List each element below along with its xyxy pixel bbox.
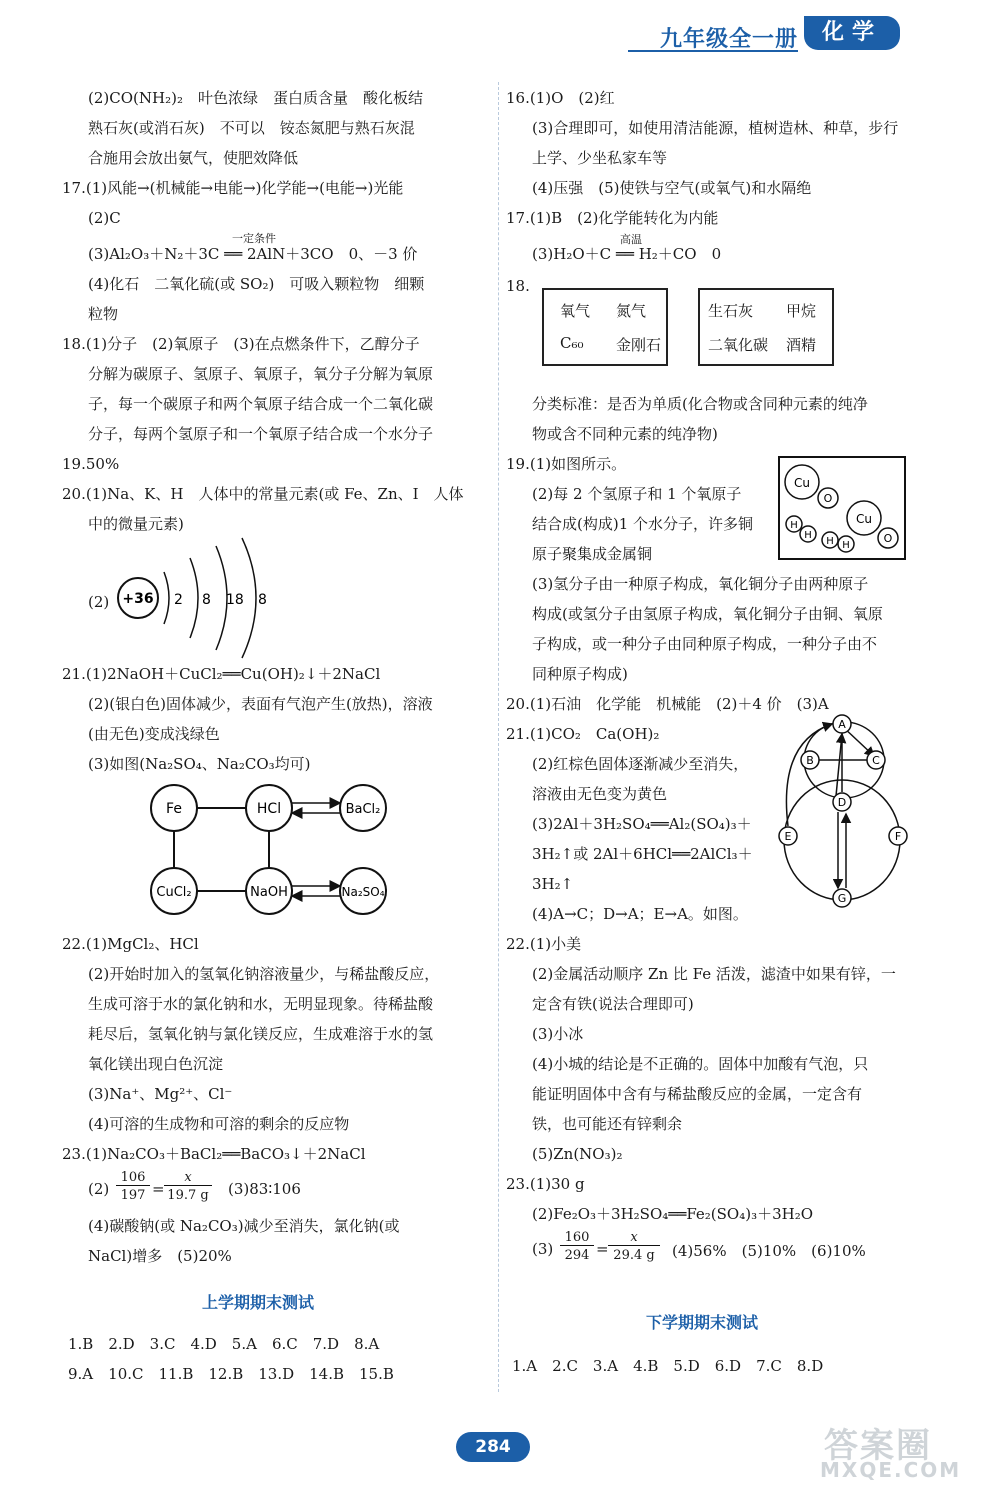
text-line: 22.(1)小美 (506, 935, 582, 953)
text-line: 19.50% (62, 455, 120, 473)
text-line: (4)化石 二氧化硫(或 SO₂) 可吸入颗粒物 细颗 (88, 275, 425, 293)
text-line: 19.(1)如图所示。 (506, 455, 627, 473)
atom-label: H (842, 540, 850, 551)
reaction-condition: 一定条件 (232, 232, 276, 245)
classification-box-elements (542, 288, 668, 366)
text-line: (2)开始时加入的氢氧化钠溶液量少，与稀盐酸反应， (88, 965, 440, 983)
box-item: 甲烷 (786, 302, 817, 320)
text-line: 构成(或氢分子由氢原子构成，氧化铜分子由铜、氧原 (532, 605, 883, 623)
node-fe (151, 785, 197, 831)
text-line: (4)碳酸钠(或 Na₂CO₃)减少至消失，氯化钠(或 (88, 1217, 400, 1235)
fraction-denominator: 197 (120, 1188, 146, 1203)
atom-label: H (804, 530, 812, 541)
graph-node-label: F (894, 830, 902, 843)
atom-label: H (826, 536, 834, 547)
text-line: 21.(1)CO₂ Ca(OH)₂ (506, 725, 660, 743)
text-line: (2)金属活动顺序 Zn 比 Fe 活泼，滤渣中如果有锌，一 (532, 965, 896, 983)
box-item: 生石灰 (708, 302, 754, 320)
text-line: (2)Fe₂O₃＋3H₂SO₄══Fe₂(SO₄)₃＋3H₂O (532, 1205, 814, 1223)
text-line: 耗尽后，氢氧化钠与氯化镁反应，生成难溶于水的氢 (88, 1025, 434, 1043)
header-subject-badge: 化学 (804, 16, 900, 50)
text-line: 结合成(构成)1 个水分子，许多铜 (532, 515, 754, 533)
graph-node-d (833, 793, 851, 811)
text-line: 3H₂↑或 2Al＋6HCl══2AlCl₃＋ (532, 845, 753, 863)
text-line: (2)CO(NH₂)₂ 叶色浓绿 蛋白质含量 酸化板结 (88, 89, 423, 107)
reaction-condition: 高温 (620, 233, 642, 246)
text-line: (2)C (88, 209, 121, 227)
answer-row: 1.B 2.D 3.C 4.D 5.A 6.C 7.D 8.A (68, 1335, 380, 1353)
text-line: 分类标准：是否为单质(化合物或含同种元素的纯净 (532, 395, 868, 413)
atom-label: Cu (856, 512, 872, 526)
box-item: 氧气 (560, 302, 591, 320)
text-line: 23.(1)Na₂CO₃＋BaCl₂══BaCO₃↓＋2NaCl (62, 1145, 366, 1163)
text-line: (3)氢分子由一种原子构成，氧化铜分子由两种原子 (532, 575, 869, 593)
reaction-network-diagram (142, 776, 412, 924)
fraction-equation (532, 1230, 912, 1270)
shell-arc (164, 572, 169, 624)
text-line: 18.(1)分子 (2)氧原子 (3)在点燃条件下，乙醇分子 (62, 335, 420, 353)
box-item: 酒精 (786, 336, 817, 354)
graph-node-c (867, 751, 885, 769)
text-line: 20.(1)Na、K、H 人体中的常量元素(或 Fe、Zn、I 人体 (62, 485, 464, 503)
text-line: 氧化镁出现白色沉淀 (88, 1055, 224, 1073)
text-line: 原子聚集成金属铜 (532, 545, 653, 563)
text-line: 定含有铁(说法合理即可) (532, 995, 694, 1013)
equation-tail: (4)56% (5)10% (6)10% (672, 1242, 866, 1260)
node-label: Na₂SO₄ (341, 885, 385, 899)
text-line: 铁，也可能还有锌剩余 (532, 1115, 683, 1133)
classification-box-compounds (698, 288, 834, 366)
node-na2so4 (340, 868, 386, 914)
equals-sign: = (596, 1240, 609, 1258)
text-line: 分子，每两个氢原子和一个氧原子结合成一个水分子 (88, 425, 434, 443)
particle-model-diagram (778, 456, 906, 560)
node-cucl2 (151, 868, 197, 914)
shell-arc (242, 538, 256, 658)
fraction-denominator: 19.7 g (167, 1188, 209, 1203)
fraction-numerator: 106 (116, 1170, 150, 1186)
node-bacl2 (340, 785, 386, 831)
answer-row: 1.A 2.C 3.A 4.B 5.D 6.D 7.C 8.D (512, 1357, 824, 1375)
atom-label: Cu (794, 476, 810, 490)
graph-node-label: D (837, 796, 847, 809)
graph-node-label: A (838, 718, 846, 731)
text-line: 17.(1)B (2)化学能转化为内能 (506, 209, 719, 227)
text-line: 物或含不同种元素的纯净物) (532, 425, 718, 443)
node-label: CuCl₂ (156, 885, 192, 900)
text-line: 熟石灰(或消石灰) 不可以 铵态氮肥与熟石灰混 (88, 119, 415, 137)
box-item: 二氧化碳 (708, 336, 769, 354)
text-line: (4)A→C；D→A；E→A。如图。 (532, 905, 748, 923)
text-line: 18. (506, 277, 530, 295)
exam-title: 上学期期末测试 (202, 1293, 315, 1312)
text-line: (3)Al₂O₃＋N₂＋3C ══ 2AlN＋3CO 0、－3 价 (88, 245, 418, 263)
text-line: 粒物 (88, 305, 119, 323)
atom-diagram-label: (2) (88, 593, 110, 611)
text-line: 子构成，或一种分子由同种原子构成，一种分子由不 (532, 635, 878, 653)
node-label: NaOH (250, 885, 288, 900)
box-item: 氮气 (616, 302, 647, 320)
text-line: 上学、少坐私家车等 (532, 149, 668, 167)
text-line: 能证明固体中含有与稀盐酸反应的金属，一定含有 (532, 1085, 863, 1103)
watermark-logo: 答案圈 (824, 1426, 932, 1466)
text-line: (2)红棕色固体逐渐减少至消失， (532, 755, 749, 773)
fraction-numerator: x (164, 1170, 212, 1186)
text-line: 3H₂↑ (532, 875, 574, 893)
graph-node-label: C (872, 754, 880, 767)
graph-node-label: G (837, 892, 847, 905)
text-line: 溶液由无色变为黄色 (532, 785, 668, 803)
nucleus-charge: +36 (122, 591, 154, 607)
graph-node-b (801, 751, 819, 769)
watermark-url: MXQE.COM (820, 1458, 962, 1482)
graph-node-e (779, 827, 797, 845)
text-line: 21.(1)2NaOH＋CuCl₂══Cu(OH)₂↓＋2NaCl (62, 665, 381, 683)
text-line: 子，每一个碳原子和两个氧原子结合成一个二氧化碳 (88, 395, 434, 413)
exam-title: 下学期期末测试 (646, 1313, 759, 1332)
atom-label: H (790, 520, 798, 531)
text-line: 同种原子构成) (532, 665, 628, 683)
fraction-denominator: 294 (564, 1248, 590, 1263)
text-line: 分解为碳原子、氢原子、氧原子，氧分子分解为氧原 (88, 365, 434, 383)
text-line: (3)小冰 (532, 1025, 584, 1043)
relation-graph-diagram (776, 712, 916, 910)
node-naoh (246, 868, 292, 914)
text-line: (4)可溶的生成物和可溶的剩余的反应物 (88, 1115, 350, 1133)
text-line: 生成可溶于水的氯化钠和水，无明显现象。待稀盐酸 (88, 995, 434, 1013)
equals-sign: = (152, 1180, 165, 1198)
node-label: Fe (166, 801, 182, 817)
text-line: 17.(1)风能→(机械能→电能→)化学能→(电能→)光能 (62, 179, 404, 197)
text-line: (2)每 2 个氢原子和 1 个氧原子 (532, 485, 742, 503)
graph-node-a (833, 715, 851, 733)
text-line: 中的微量元素) (88, 515, 184, 533)
text-line: (4)压强 (5)使铁与空气(或氧气)和水隔绝 (532, 179, 812, 197)
atom-label: O (823, 492, 833, 505)
text-line: (5)Zn(NO₃)₂ (532, 1145, 623, 1163)
node-label: HCl (256, 801, 282, 817)
text-line: 23.(1)30 g (506, 1175, 585, 1193)
text-line: 合施用会放出氨气，使肥效降低 (88, 149, 299, 167)
text-line: 20.(1)石油 化学能 机械能 (2)＋4 价 (3)A (506, 695, 829, 713)
text-line: (3)Na⁺、Mg²⁺、Cl⁻ (88, 1085, 233, 1103)
box-item: 金刚石 (616, 336, 662, 354)
fraction-numerator: 160 (560, 1230, 594, 1246)
text-line: (由无色)变成浅绿色 (88, 725, 220, 743)
shell-count: 8 (202, 592, 211, 608)
shell-count: 2 (174, 592, 183, 608)
node-hcl (246, 785, 292, 831)
fraction-equation (88, 1170, 428, 1210)
shell-arc (190, 558, 198, 638)
header-underline (628, 50, 798, 52)
column-divider (498, 82, 499, 1392)
atom-structure-diagram (112, 536, 292, 660)
text-line: NaCl)增多 (5)20% (88, 1247, 232, 1265)
page-number: 284 (456, 1432, 530, 1462)
node-label: BaCl₂ (345, 802, 381, 817)
text-line: (3)2Al＋3H₂SO₄══Al₂(SO₄)₃＋ (532, 815, 752, 833)
fraction-numerator: x (608, 1230, 660, 1246)
box-item: C₆₀ (560, 334, 584, 352)
text-line: 22.(1)MgCl₂、HCl (62, 935, 199, 953)
graph-node-label: E (784, 830, 792, 843)
equation-prefix: (3) (532, 1240, 554, 1258)
shell-count: 18 (226, 592, 244, 608)
answer-row: 9.A 10.C 11.B 12.B 13.D 14.B 15.B (68, 1365, 394, 1383)
text-line: (3)H₂O＋C ══ H₂＋CO 0 (532, 245, 722, 263)
fraction-denominator: 29.4 g (613, 1248, 655, 1263)
shell-count: 8 (258, 592, 267, 608)
text-line: 16.(1)O (2)红 (506, 89, 615, 107)
text-line: (3)如图(Na₂SO₄、Na₂CO₃均可) (88, 755, 311, 773)
graph-node-g (833, 889, 851, 907)
graph-node-label: B (806, 754, 814, 767)
text-line: (2)(银白色)固体减少，表面有气泡产生(放热)，溶液 (88, 695, 433, 713)
equation-tail: (3)83∶106 (228, 1180, 301, 1198)
header-grade: 九年级全一册 (660, 27, 799, 52)
text-line: (3)合理即可，如使用清洁能源，植树造林、种草，步行 (532, 119, 899, 137)
graph-node-f (889, 827, 907, 845)
equation-prefix: (2) (88, 1180, 110, 1198)
atom-label: O (883, 532, 893, 545)
text-line: (4)小城的结论是不正确的。固体中加酸有气泡，只 (532, 1055, 869, 1073)
